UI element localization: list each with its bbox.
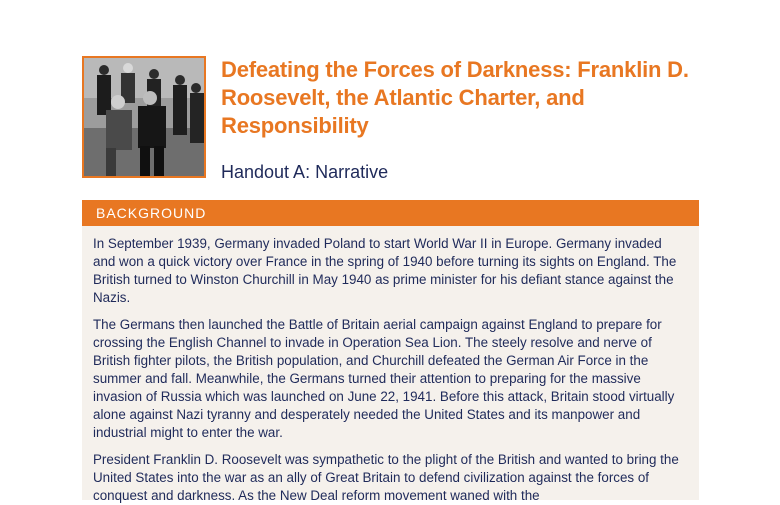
background-section bbox=[82, 200, 699, 503]
paragraph: In September 1939, Germany invaded Poland to start World War II in Europe. Germany invaded and won a quick victory over France in the spring of 1940 before turning its sights on England. The British turned to Winston Churchill in May 1940 as prime minister for his defiant stance against the Nazis. bbox=[93, 236, 677, 305]
page-title: Defeating the Forces of Darkness: Franklin D. Roosevelt, the Atlantic Charter, and Responsibility bbox=[221, 57, 689, 138]
page-subtitle: Handout A: Narrative bbox=[221, 162, 389, 182]
paragraph: President Franklin D. Roosevelt was sympathetic to the plight of the British and wanted to bring the United States into the war as an ally of Great Britain to defend civilization against the forces of conquest and darkness. As the New Deal reform movement waned with the bbox=[93, 452, 679, 503]
section-body bbox=[82, 226, 699, 505]
paragraph: The Germans then launched the Battle of Britain aerial campaign against England to prepare for crossing the English Channel to invade in Operation Sea Lion. The steely resolve and nerve of British fighter pilots, the British population, and Churchill defeated the German Air Force in the summer and fall. Meanwhile, the Germans turned their attention to preparing for the massive invasion of Russia which was launched on June 22, 1941. Before this attack, Britain stood virtually alone against Nazi tyranny and desperately needed the United States and its manpower and industrial might to enter the war. bbox=[93, 317, 675, 440]
section-header: BACKGROUND bbox=[82, 200, 699, 226]
historical-photo bbox=[82, 56, 206, 178]
